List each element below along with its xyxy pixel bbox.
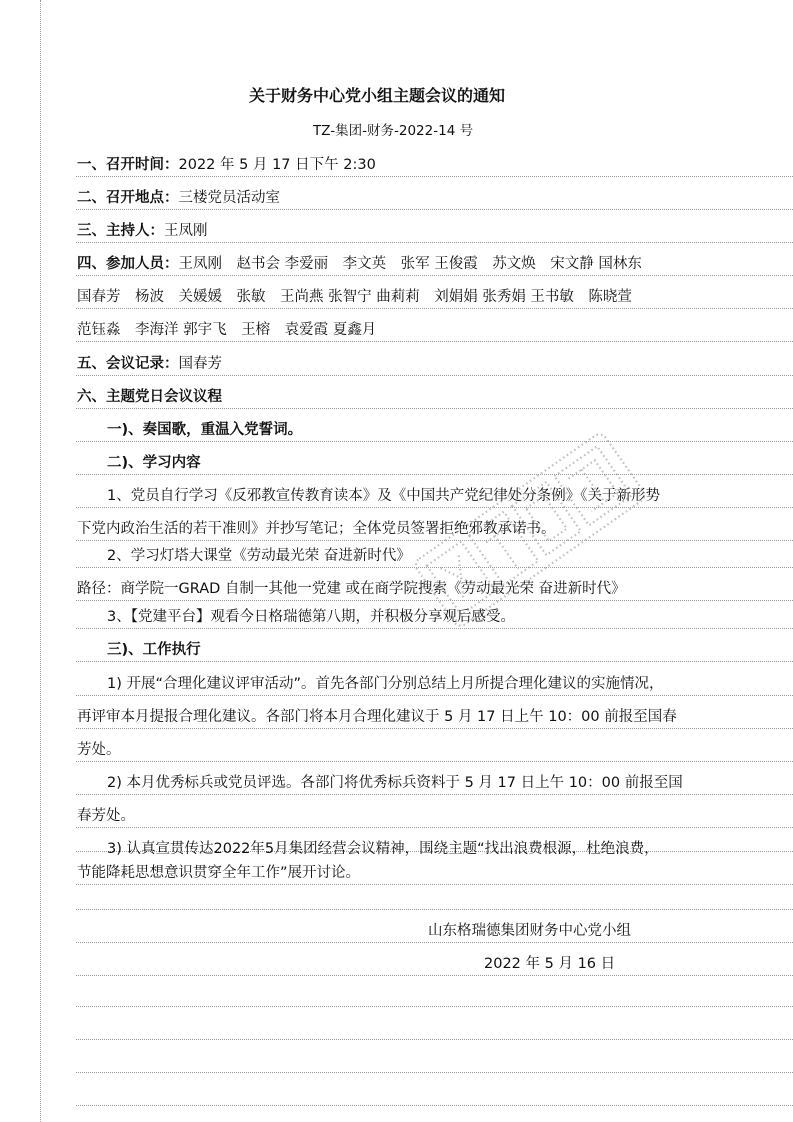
section-recorder <box>77 354 222 374</box>
ruled-line <box>76 827 793 828</box>
ruled-line <box>76 909 793 910</box>
ruled-line <box>76 408 793 409</box>
section-attendees <box>77 254 642 274</box>
agenda-item: 一)、奏国歌，重温入党誓词。 <box>107 422 303 438</box>
ruled-line <box>76 242 793 243</box>
section-value: 王凤刚 <box>164 223 208 239</box>
agenda-item: 路径：商学院一GRAD 自制一其他一党建 或在商学院搜索《劳动最光荣 奋进新时代》 <box>77 581 626 597</box>
document-title: 关于财务中心党小组主题会议的通知 <box>249 86 506 105</box>
agenda-item: 节能降耗思想意识贯穿全年工作”展开讨论。 <box>77 865 361 881</box>
ruled-line <box>76 308 793 309</box>
ruled-line <box>76 794 793 795</box>
ruled-line <box>76 884 793 885</box>
ruled-line <box>76 661 793 662</box>
agenda-item: 2、学习灯塔大课堂《劳动最光荣 奋进新时代》 <box>107 548 411 564</box>
ruled-line <box>76 275 793 276</box>
section-label: 一、召开时间： <box>77 157 179 173</box>
section-value: 国春芳 <box>178 356 222 372</box>
margin-line <box>40 0 41 1122</box>
section-label: 三、主持人： <box>77 223 164 239</box>
signature-org: 山东格瑞德集团财务中心党小组 <box>428 923 631 939</box>
ruled-line <box>76 628 793 629</box>
section-place <box>77 188 280 208</box>
ruled-line <box>76 1072 793 1073</box>
agenda-item: 3、【党建平台】观看今日格瑞德第八期，并积极分享观后感受。 <box>107 609 515 625</box>
document-number: TZ-集团-财务-2022-14 号 <box>313 123 474 139</box>
agenda-item: 春芳处。 <box>77 808 135 824</box>
agenda-item: 再评审本月提报合理化建议。各部门将本月合理化建议于 5 月 17 日上午 10：00 前报至国春 <box>77 709 677 725</box>
ruled-line <box>76 209 793 210</box>
agenda-item: 下党内政治生活的若干准则》并抄写笔记；全体党员签署拒绝邪教承诺书。 <box>77 521 556 537</box>
ruled-line <box>76 728 793 729</box>
ruled-line <box>76 1006 793 1007</box>
section-agenda-heading: 六、主题党日会议议程 <box>77 389 222 405</box>
ruled-line <box>76 540 793 541</box>
ruled-line <box>76 507 793 508</box>
ruled-line <box>76 600 793 601</box>
section-label: 四、参加人员： <box>77 256 179 272</box>
section-value: 2022 年 5 月 17 日下午 2:30 <box>178 157 376 173</box>
section-value: 三楼党员活动室 <box>178 190 280 206</box>
ruled-line <box>76 975 793 976</box>
ruled-line <box>76 942 793 943</box>
section-value: 王凤刚 赵书会 李爱丽 李文英 张军 王俊霞 苏文焕 宋文静 国林东 <box>178 256 642 272</box>
agenda-item: 三)、工作执行 <box>107 642 201 658</box>
attendees-line-3: 范钰淼 李海洋 郭宇飞 王榕 袁爱霞 夏鑫月 <box>77 322 377 338</box>
ruled-line <box>76 761 793 762</box>
agenda-item: 1、党员自行学习《反邪教宣传教育读本》及《中国共产党纪律处分条例》《关于新形势 <box>107 488 660 504</box>
ruled-line <box>76 567 793 568</box>
attendees-line-2: 国春芳 杨波 关媛媛 张敏 王尚燕 张智宁 曲莉莉 刘娟娟 张秀娟 王书敏 陈晓萱 <box>77 289 632 305</box>
section-label: 二、召开地点： <box>77 190 179 206</box>
agenda-item: 二)、学习内容 <box>107 455 201 471</box>
ruled-line <box>76 341 793 342</box>
ruled-line <box>76 441 793 442</box>
section-time <box>77 155 376 175</box>
agenda-item: 2) 本月优秀标兵或党员评选。各部门将优秀标兵资料于 5 月 17 日上午 10：00 前报至国 <box>107 775 683 791</box>
ruled-line <box>76 1039 793 1040</box>
agenda-item: 芳处。 <box>77 742 121 758</box>
ruled-line <box>76 375 793 376</box>
signature-date: 2022 年 5 月 16 日 <box>484 956 616 972</box>
agenda-item: 1) 开展“合理化建议评审活动”。首先各部门分别总结上月所提合理化建议的实施情况， <box>107 676 664 692</box>
ruled-line <box>76 1105 793 1106</box>
section-host <box>77 221 208 241</box>
section-label: 五、会议记录： <box>77 356 179 372</box>
ruled-line <box>76 176 793 177</box>
ruled-line <box>76 695 793 696</box>
agenda-item: 3) 认真宣贯传达2022年5月集团经营会议精神，围绕主题“找出浪费根源，杜绝浪费， <box>107 841 659 857</box>
ruled-line <box>76 474 793 475</box>
